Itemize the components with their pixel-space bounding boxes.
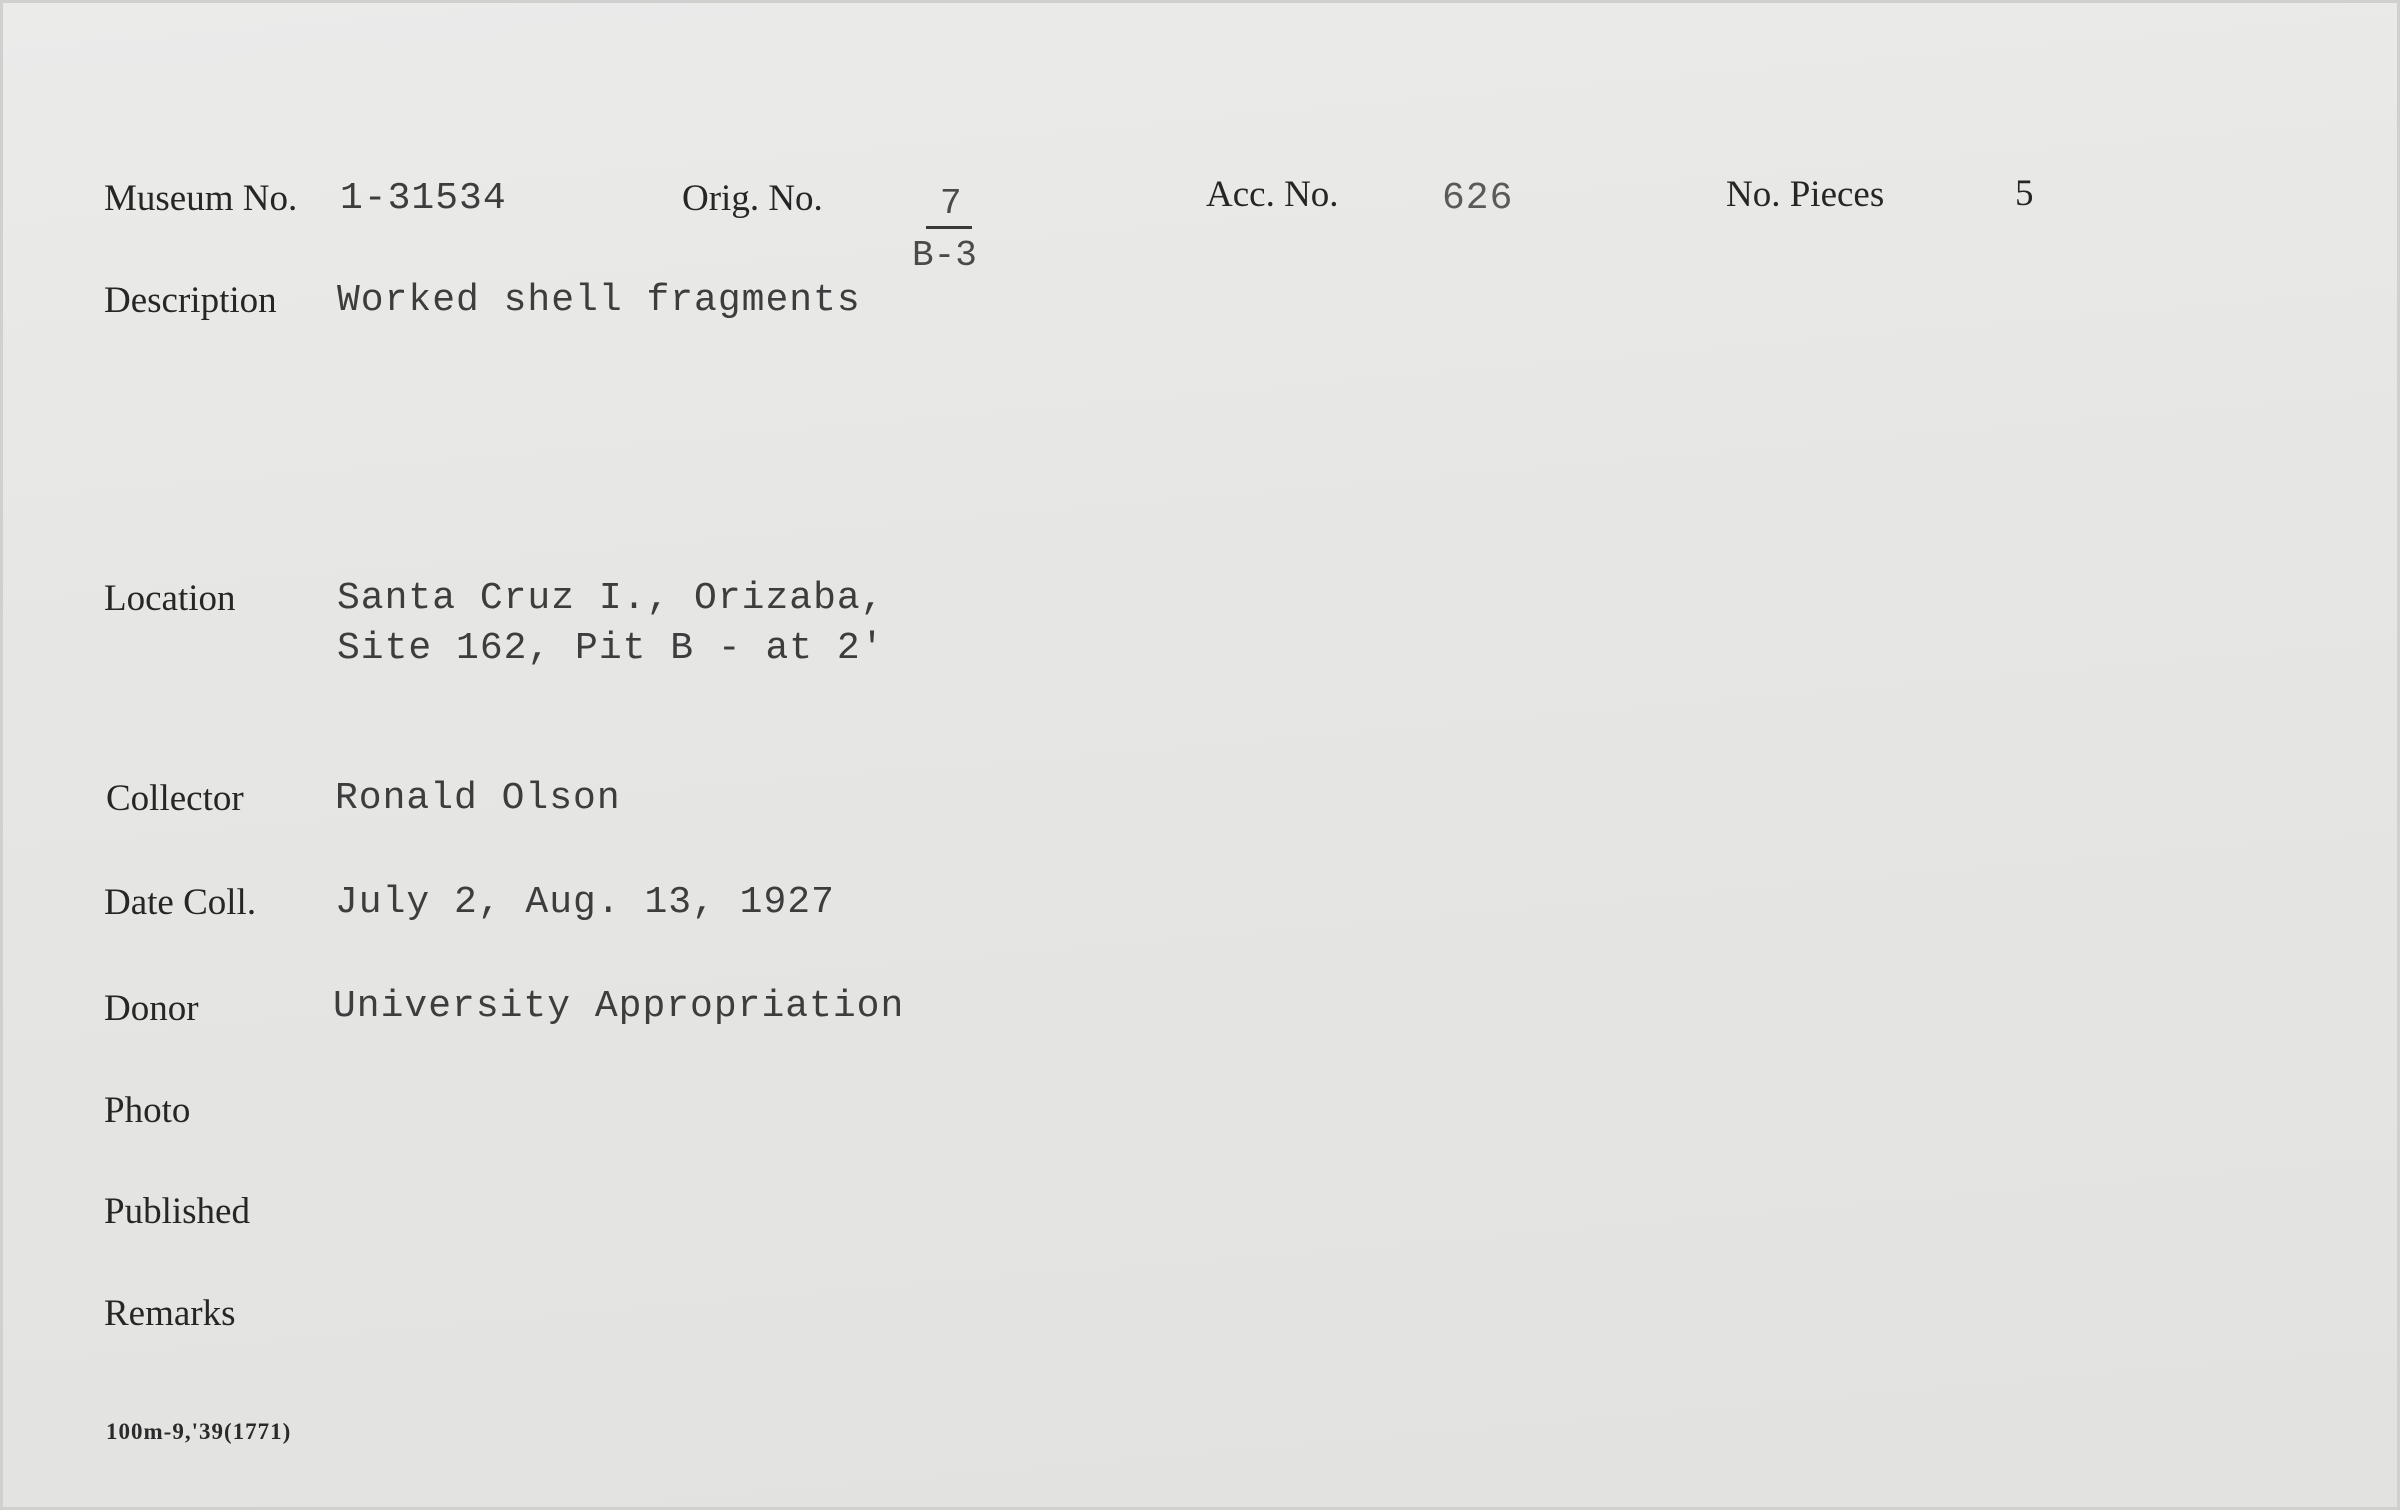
no-pieces-label: No. Pieces [1726, 174, 1885, 215]
location-label: Location [104, 578, 236, 619]
date-coll-label: Date Coll. [104, 882, 257, 923]
donor-value: University Appropriation [333, 985, 905, 1028]
acc-no-value: 626 [1442, 177, 1514, 220]
description-label: Description [104, 280, 277, 321]
published-label: Published [104, 1191, 250, 1232]
acc-no-label: Acc. No. [1206, 174, 1339, 215]
collector-label: Collector [106, 778, 244, 819]
date-coll-value: July 2, Aug. 13, 1927 [335, 881, 835, 924]
no-pieces-value: 5 [2015, 173, 2034, 214]
photo-label: Photo [104, 1090, 191, 1131]
collector-value: Ronald Olson [335, 777, 621, 820]
donor-label: Donor [104, 988, 199, 1029]
orig-no-denominator: B-3 [912, 235, 977, 276]
museum-no-value: 1-31534 [340, 177, 507, 220]
orig-no-fraction-bar [926, 226, 972, 229]
form-code: 100m-9,'39(1771) [106, 1419, 292, 1444]
museum-no-label: Museum No. [104, 178, 298, 219]
remarks-label: Remarks [104, 1293, 236, 1334]
orig-no-label: Orig. No. [682, 178, 823, 219]
description-value: Worked shell fragments [337, 279, 861, 322]
orig-no-numerator: 7 [940, 183, 962, 224]
location-line2: Site 162, Pit B - at 2' [337, 627, 885, 670]
location-line1: Santa Cruz I., Orizaba, [337, 577, 885, 620]
